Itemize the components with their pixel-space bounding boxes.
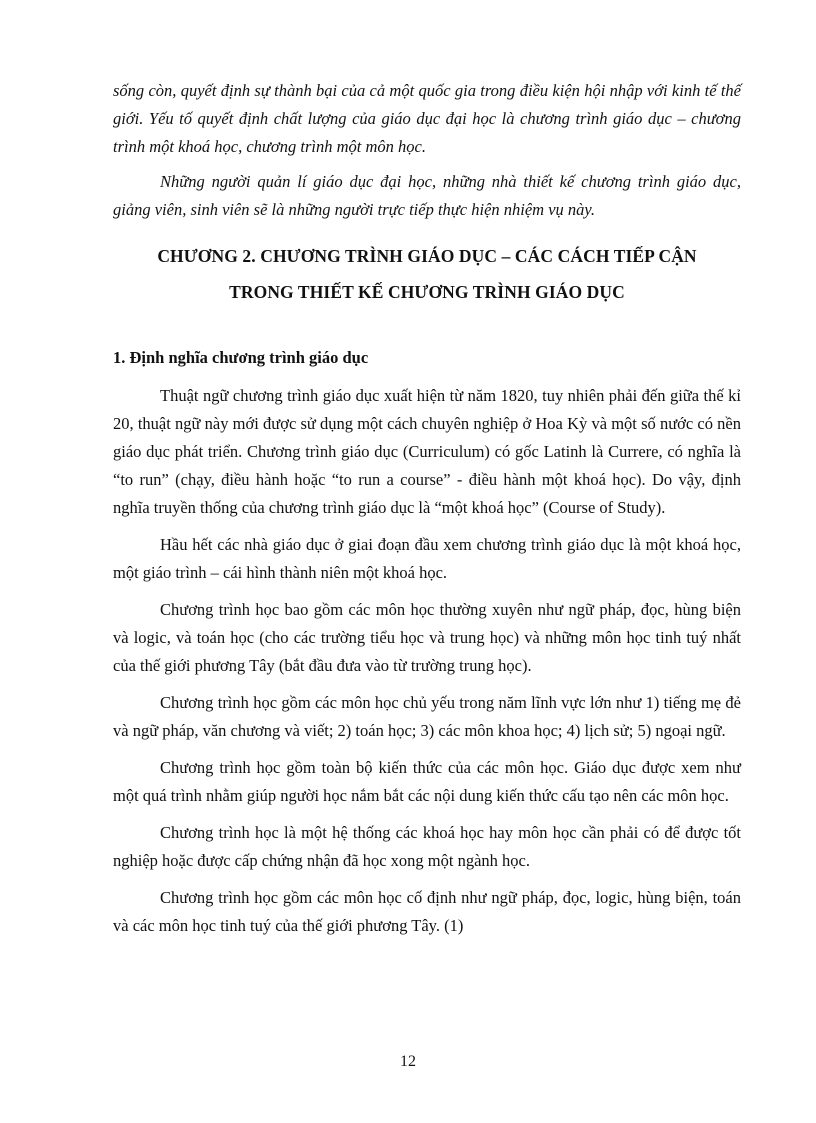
section-paragraph: Chương trình học bao gồm các môn học thường xuyên như ngữ pháp, đọc, hùng biện và logic, và toán học (cho các trường tiểu học và trung học) và những môn học tinh tuý nhất của thế giới phương Tây (bắt đầu đưa vào từ trường trung học). — [113, 600, 741, 675]
chapter-title-line-1: CHƯƠNG 2. CHƯƠNG TRÌNH GIÁO DỤC – CÁC CÁCH TIẾP CẬN — [157, 246, 697, 266]
page-body — [113, 77, 741, 940]
section-paragraph: Chương trình học gồm các môn học cố định như ngữ pháp, đọc, logic, hùng biện, toán và các môn học tinh tuý của thế giới phương Tây. (1) — [113, 888, 741, 935]
section-paragraph: Hầu hết các nhà giáo dục ở giai đoạn đầu xem chương trình giáo dục là một khoá học, một giáo trình – cái hình thành niên một khoá học. — [113, 535, 741, 582]
section-paragraph: Chương trình học gồm các môn học chủ yếu trong năm lĩnh vực lớn như 1) tiếng mẹ đẻ và ngữ pháp, văn chương và viết; 2) toán học; 3) các môn khoa học; 4) lịch sử; 5) ngoại ngữ. — [113, 693, 741, 740]
intro-paragraph-1: sống còn, quyết định sự thành bại của cả một quốc gia trong điều kiện hội nhập với kinh tế thế giới. Yếu tố quyết định chất lượng của giáo dục đại học là chương trình giáo dục – chương trình một khoá học, chương trình một môn học. — [113, 81, 741, 156]
chapter-title — [113, 238, 741, 310]
section-heading: 1. Định nghĩa chương trình giáo dục — [113, 348, 369, 367]
page-number: 12 — [400, 1053, 416, 1070]
section-paragraph: Chương trình học gồm toàn bộ kiến thức của các môn học. Giáo dục được xem như một quá trình nhằm giúp người học nắm bắt các nội dung kiến thức cấu tạo nên các môn học. — [113, 758, 741, 805]
chapter-title-line-2: TRONG THIẾT KẾ CHƯƠNG TRÌNH GIÁO DỤC — [229, 282, 625, 302]
section-paragraph: Chương trình học là một hệ thống các khoá học hay môn học cần phải có để được tốt nghiệp hoặc được cấp chứng nhận đã học xong một ngành học. — [113, 823, 741, 870]
intro-paragraph-2: Những người quản lí giáo dục đại học, những nhà thiết kế chương trình giáo dục, giảng viên, sinh viên sẽ là những người trực tiếp thực hiện nhiệm vụ này. — [113, 172, 741, 219]
section-paragraph: Thuật ngữ chương trình giáo dục xuất hiện từ năm 1820, tuy nhiên phải đến giữa thế kỉ 20, thuật ngữ này mới được sử dụng một cách chuyên nghiệp ở Hoa Kỳ và một số nước có nền giáo dục phát triển. Chương trình giáo dục (Curriculum) có gốc Latinh là Currere, có nghĩa là “to run” (chạy, điều hành hoặc “to run a course” - điều hành một khoá học). Do vậy, định nghĩa truyền thống của chương trình giáo dục là “một khoá học” (Course of Study). — [113, 386, 741, 517]
